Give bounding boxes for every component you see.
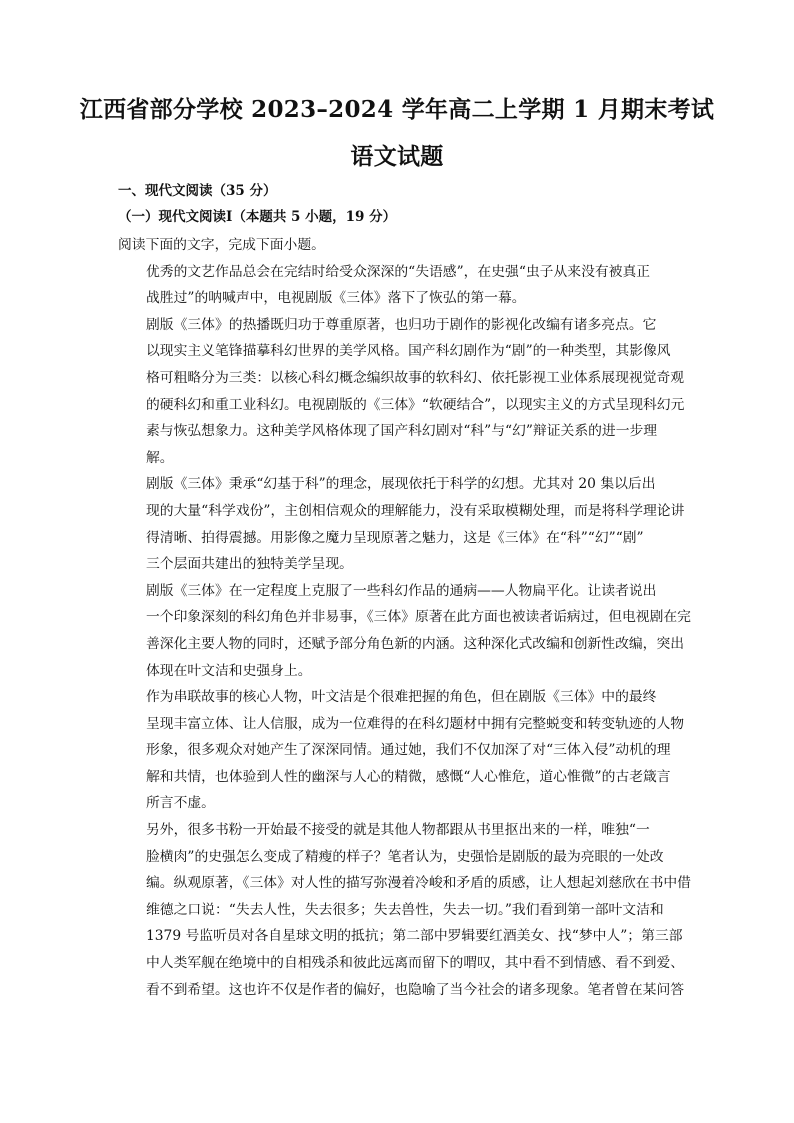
paragraph-line: 看不到希望。这也许不仅是作者的偏好，也隐喻了当今社会的诸多现象。笔者曾在某问答 <box>146 981 685 998</box>
paragraph-line: 所言不虚。 <box>146 795 215 812</box>
paragraph-line: 得清晰、拍得震撼。用影像之魔力呈现原著之魅力，这是《三体》在“科”“幻”“剧” <box>146 529 644 546</box>
paragraph-line: 剧版《三体》在一定程度上克服了一些科幻作品的通病——人物扁平化。让读者说出 <box>146 582 657 599</box>
exam-subtitle: 语文试题 <box>350 143 444 170</box>
paragraph-line: 中人类军舰在绝境中的自相残杀和彼此远离而留下的喟叹，其中看不到情感、看不到爱、 <box>146 955 685 972</box>
paragraph-line: 战胜过”的呐喊声中，电视剧版《三体》落下了恢弘的第一幕。 <box>146 290 526 307</box>
paragraph-2 <box>118 312 685 472</box>
paragraph-line: 脸横肉”的史强怎么变成了精瘦的样子？笔者认为，史强恰是剧版的最为亮眼的一处改 <box>146 848 664 865</box>
reading-instruction: 阅读下面的文字，完成下面小题。 <box>118 237 325 253</box>
paragraph-line: 编。纵观原著，《三体》对人性的描写弥漫着冷峻和矛盾的质感，让人想起刘慈欣在书中借 <box>146 875 691 892</box>
paragraph-line: 剧版《三体》秉承“幻基于科”的理念，展现依托于科学的幻想。尤其对 20 集以后出 <box>146 476 656 493</box>
paragraph-4 <box>118 578 691 684</box>
exam-title: 江西省部分学校 2023–2024 学年高二上学期 1 月期末考试 <box>79 96 715 123</box>
section-heading: 一、现代文阅读（35 分） <box>118 183 277 199</box>
paragraph-line: 形象，很多观众对她产生了深深同情。通过她，我们不仅加深了对“三体入侵”动机的理 <box>146 742 671 759</box>
paragraph-line: 解。 <box>146 449 174 466</box>
paragraph-3 <box>118 471 685 577</box>
paragraph-line: 现的大量“科学戏份”，主创相信观众的理解能力，没有采取模糊处理，而是将科学理论讲 <box>146 502 685 519</box>
subsection-heading: （一）现代文阅读Ⅰ（本题共 5 小题，19 分） <box>118 209 397 225</box>
exam-content <box>118 178 691 1003</box>
paragraph-line: 的硬科幻和重工业科幻。电视剧版的《三体》“软硬结合”，以现实主义的方式呈现科幻元 <box>146 396 685 413</box>
paragraph-line: 一个印象深刻的科幻角色并非易事，《三体》原著在此方面也被读者诟病过，但电视剧在完 <box>146 609 691 626</box>
paragraph-line: 解和共情，也体验到人性的幽深与人心的精微，感慨“人心惟危，道心惟微”的古老箴言 <box>146 768 671 785</box>
paragraph-line: 优秀的文艺作品总会在完结时给受众深深的“失语感”，在史强“虫子从来没有被真正 <box>146 263 651 280</box>
paragraph-line: 作为串联故事的核心人物，叶文洁是个很难把握的角色，但在剧版《三体》中的最终 <box>146 689 657 706</box>
paragraph-line: 体现在叶文洁和史强身上。 <box>146 662 312 679</box>
paragraph-5 <box>118 684 685 817</box>
paragraph-6 <box>118 817 691 1003</box>
paragraph-1 <box>118 259 674 312</box>
paragraph-line: 维德之口说：“失去人性，失去很多；失去兽性，失去一切。”我们看到第一部叶文洁和 <box>146 901 664 918</box>
paragraph-line: 呈现丰富立体、让人信服，成为一位难得的在科幻题材中拥有完整蜕变和转变轨迹的人物 <box>146 715 685 732</box>
paragraph-line: 1379 号监听员对各自星球文明的抵抗；第二部中罗辑要红酒美女、找“梦中人”；第三部 <box>146 928 683 945</box>
paragraph-line: 格可粗略分为三类：以核心科幻概念编织故事的软科幻、依托影视工业体系展现视觉奇观 <box>146 369 685 386</box>
paragraph-line: 善深化主要人物的同时，还赋予部分角色新的内涵。这种深化式改编和创新性改编，突出 <box>146 635 685 652</box>
paragraph-line: 另外，很多书粉一开始最不接受的就是其他人物都跟从书里抠出来的一样，唯独“一 <box>146 822 650 839</box>
paragraph-line: 素与恢弘想象力。这种美学风格体现了国产科幻剧对“科”与“幻”辩证关系的进一步理 <box>146 423 658 440</box>
paragraph-line: 剧版《三体》的热播既归功于尊重原著，也归功于剧作的影视化改编有诸多亮点。它 <box>146 316 657 333</box>
paragraph-line: 三个层面共建出的独特美学呈现。 <box>146 556 353 573</box>
paragraph-line: 以现实主义笔锋描摹科幻世界的美学风格。国产科幻剧作为“剧”的一种类型，其影像风 <box>146 343 671 360</box>
